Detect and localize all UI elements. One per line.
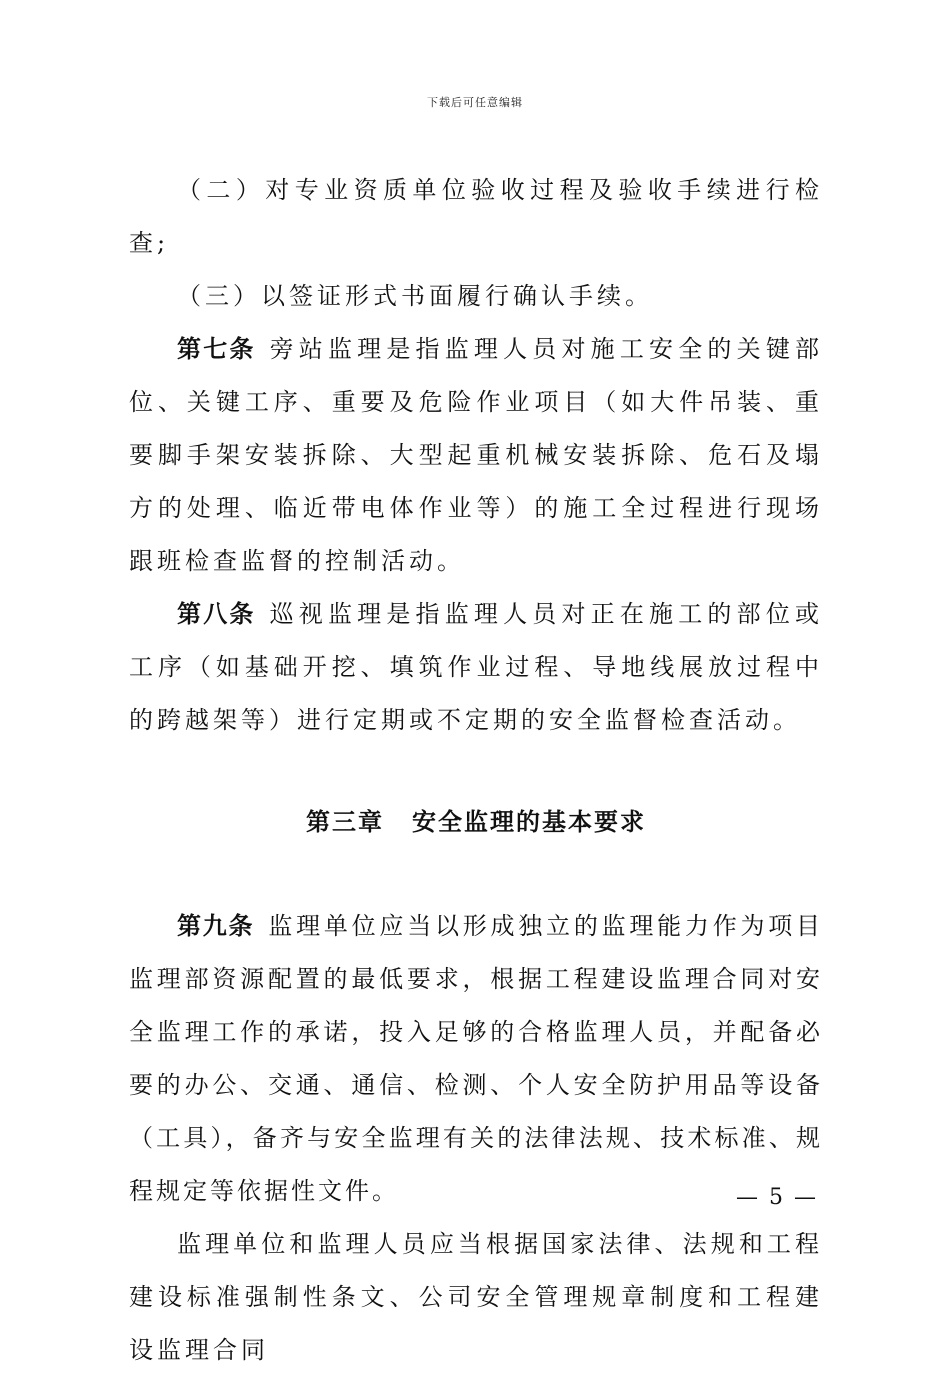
article-8 [129, 588, 823, 747]
paragraph-item-3 [129, 270, 823, 323]
article-label: 第七条 [177, 335, 256, 363]
article-label: 第九条 [177, 912, 255, 940]
article-9 [129, 900, 823, 1218]
article-7 [129, 323, 823, 588]
paragraph-continuation [129, 1218, 823, 1377]
paragraph-text: 监理单位和监理人员应当根据国家法律、法规和工程建设标准强制性条文、公司安全管理规章制度和工程建设监理合同 [129, 1230, 823, 1364]
article-text: 旁站监理是指监理人员对施工安全的关键部位、关键工序、重要及危险作业项目（如大件吊装、重要脚手架安装拆除、大型起重机械安装拆除、危石及塌方的处理、临近带电体作业等）的施工全过程进行现场跟班检查监督的控制活动。 [129, 335, 824, 575]
chapter-heading [129, 796, 823, 849]
chapter-title: 安全监理的基本要求 [412, 808, 646, 836]
paragraph-text: （二）对专业资质单位验收过程及验收手续进行检查; [129, 176, 823, 257]
article-text: 监理单位应当以形成独立的监理能力作为项目监理部资源配置的最低要求，根据工程建设监理合同对安全监理工作的承诺，投入足够的合格监理人员，并配备必要的办公、交通、通信、检测、个人安全防护用品等设备（工具），备齐与安全监理有关的法律法规、技术标准、规程规定等依据性文件。 [129, 912, 824, 1205]
article-text: 巡视监理是指监理人员对正在施工的部位或工序（如基础开挖、填筑作业过程、导地线展放过程中的跨越架等）进行定期或不定期的安全监督检查活动。 [129, 600, 824, 734]
header-note: 下载后可任意编辑 [427, 96, 523, 109]
article-label: 第八条 [177, 600, 256, 628]
chapter-number: 第三章 [306, 808, 384, 836]
paragraph-item-2 [129, 164, 823, 270]
page-number: — 5 — [736, 1185, 818, 1210]
document-body [129, 164, 823, 1377]
paragraph-text: （三）以签证形式书面履行确认手续。 [177, 282, 653, 310]
